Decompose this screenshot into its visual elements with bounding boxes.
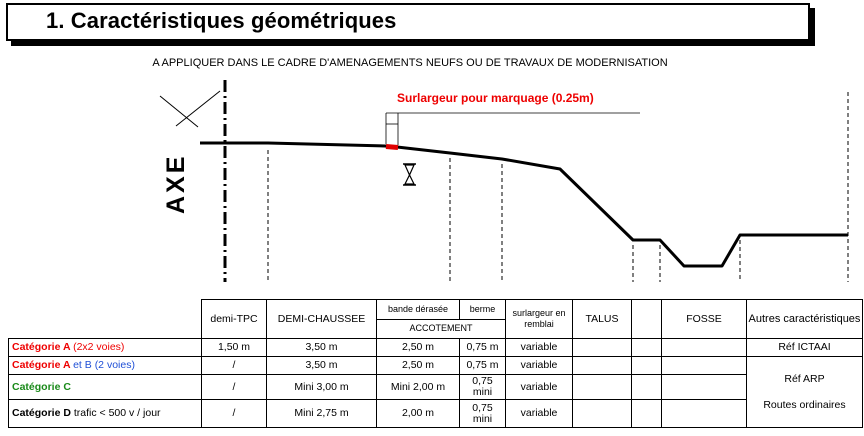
cell-talus [573,339,632,357]
axe-label [162,140,192,218]
row-category [9,357,202,375]
cell-surlargeur: variable [506,375,573,400]
header-talus: TALUS [573,300,632,339]
page-title: 1. Caractéristiques géométriques [46,8,397,33]
cell-berme: 0,75 mini [460,400,506,428]
cell-talus [573,375,632,400]
cat-extra: trafic < 500 v / jour [73,407,161,419]
cell-fosse [662,375,747,400]
cell-routes-ordinaires: Routes ordinaires [763,399,846,411]
cell-demi-chaussee: 3,50 m [267,339,377,357]
header-fosse: FOSSE [662,300,747,339]
cell-talus [573,400,632,428]
cat-mid: et B [73,359,92,371]
cell-blank [632,339,662,357]
header-blank [632,300,662,339]
row-category [9,375,202,400]
cell-ref-arp: Réf ARP [784,373,825,385]
header-demi-tpc: demi-TPC [202,300,267,339]
table-row [9,400,863,428]
table-row [9,357,863,375]
cell-demi-chaussee: Mini 3,00 m [267,375,377,400]
cell-fosse [662,400,747,428]
axis-cross-line-2 [176,91,220,126]
row-category [9,339,202,357]
cell-fosse [662,357,747,375]
cell-ref-ictaai: Réf ICTAAI [747,339,863,357]
cell-surlargeur: variable [506,357,573,375]
header-accotement: ACCOTEMENT [377,319,506,339]
cell-surlargeur: variable [506,400,573,428]
cell-demi-tpc: / [202,357,267,375]
hourglass-icon [403,164,416,185]
cell-bande: 2,00 m [377,400,460,428]
surlargeur-marker [386,147,398,148]
cell-talus [573,357,632,375]
cell-demi-chaussee: 3,50 m [267,357,377,375]
cell-bande: 2,50 m [377,357,460,375]
cell-demi-tpc: / [202,375,267,400]
cell-blank [632,375,662,400]
header-bande-derasee: bande dérasée [377,300,460,320]
cell-berme: 0,75 m [460,357,506,375]
table-row [9,375,863,400]
cell-fosse [662,339,747,357]
header-demi-chaussee: DEMI-CHAUSSEE [267,300,377,339]
cat-extra: (2x2 voies) [73,341,125,353]
header-autres: Autres caractéristiques [747,300,863,339]
cell-ref-arp-group [747,357,863,428]
axe-label-text: AXE [162,153,190,214]
cell-bande: 2,50 m [377,339,460,357]
cell-surlargeur: variable [506,339,573,357]
cell-berme: 0,75 m [460,339,506,357]
cell-demi-tpc: / [202,400,267,428]
axis-cross-line-1 [160,96,198,127]
header-surlargeur-remblai: surlargeur en remblai [506,300,573,339]
subtitle: A APPLIQUER DANS LE CADRE D'AMENAGEMENTS NEUFS OU DE TRAVAUX DE MODERNISATION [152,57,668,69]
table-row [9,339,863,357]
cat-main: Catégorie A [12,359,71,371]
cell-demi-chaussee: Mini 2,75 m [267,400,377,428]
surlargeur-label: Surlargeur pour marquage (0.25m) [397,91,594,105]
cat-main: Catégorie A [12,341,71,353]
header-empty-cell [9,300,202,339]
characteristics-table [8,299,863,428]
header-berme: berme [460,300,506,320]
profile-separators [268,92,848,282]
cell-bande: Mini 2,00 m [377,375,460,400]
cell-blank [632,357,662,375]
cell-berme: 0,75 mini [460,375,506,400]
cat-main: Catégorie D [12,407,71,419]
road-profile-line [200,143,848,266]
cat-main: Catégorie C [12,380,71,393]
cat-extra: (2 voies) [94,359,135,371]
row-category [9,400,202,428]
cell-demi-tpc: 1,50 m [202,339,267,357]
cell-blank [632,400,662,428]
